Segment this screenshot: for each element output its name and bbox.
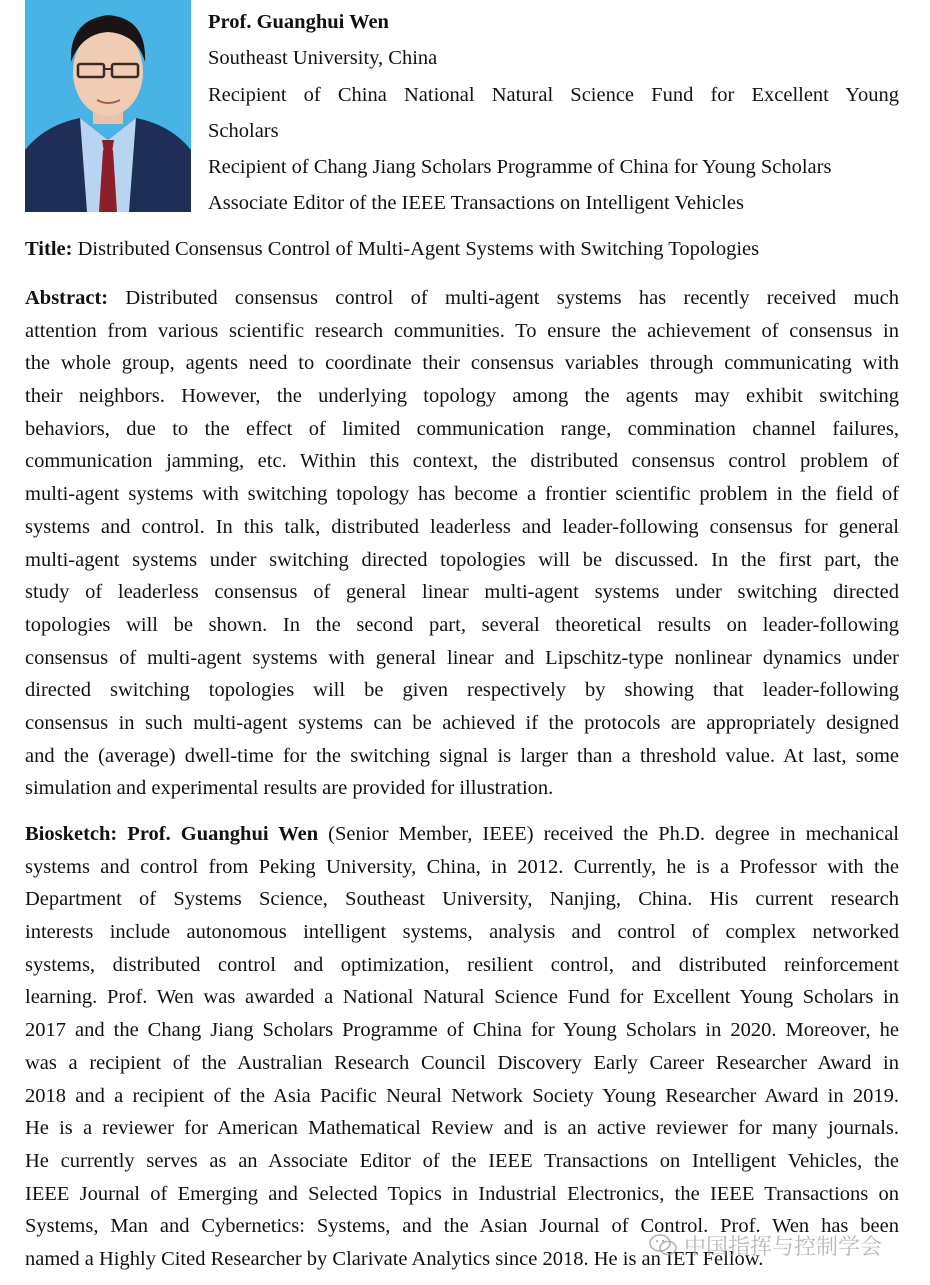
speaker-affiliation: Southeast University, China bbox=[208, 47, 438, 70]
bio-line: Systems, Man and Cybernetics: Systems, and the Asian Journal of Control. Prof. Wen has been bbox=[25, 1215, 899, 1238]
abstract-line: multi-agent systems under switching directed topologies will be discussed. In the first part, the bbox=[25, 548, 899, 571]
biosketch-section bbox=[25, 818, 899, 1276]
bio-line: He is a reviewer for American Mathematical Review and is an active reviewer for many journals. bbox=[25, 1117, 899, 1140]
bio-name: Prof. Guanghui Wen bbox=[117, 823, 319, 845]
bio-line bbox=[25, 818, 899, 851]
bio-line: systems and control from Peking University, China, in 2012. Currently, he is a Professor with the bbox=[25, 855, 899, 878]
abstract-line: study of leaderless consensus of general linear multi-agent systems under switching directed bbox=[25, 581, 899, 604]
honor-line: Recipient of Chang Jiang Scholars Programme of China for Young Scholars bbox=[208, 156, 832, 179]
abstract-line: consensus in such multi-agent systems can be achieved if the protocols are appropriately designed bbox=[25, 711, 899, 734]
bio-line: 2017 and the Chang Jiang Scholars Programme of China for Young Scholars in 2020. Moreover, he bbox=[25, 1019, 899, 1042]
abstract-line: the whole group, agents need to coordinate their consensus variables through communicating with bbox=[25, 352, 899, 375]
bio-line: interests include autonomous intelligent systems, analysis and control of complex networked bbox=[25, 921, 899, 944]
abstract-line: their neighbors. However, the underlying topology among the agents may exhibit switching bbox=[25, 385, 899, 408]
abstract-line: behaviors, due to the effect of limited communication range, commination channel failures, bbox=[25, 417, 899, 440]
abstract-line: and the (average) dwell-time for the switching signal is larger than a threshold value. At last, some bbox=[25, 744, 899, 767]
abstract-line: attention from various scientific research communities. To ensure the achievement of consensus in bbox=[25, 319, 899, 342]
bio-line: named a Highly Cited Researcher by Clarivate Analytics since 2018. He is an IET Fellow. bbox=[25, 1247, 764, 1270]
talk-title-section bbox=[25, 233, 899, 266]
abstract-line: topologies will be shown. In the second part, several theoretical results on leader-following bbox=[25, 613, 899, 636]
abstract-section bbox=[25, 282, 899, 805]
bio-line: IEEE Journal of Emerging and Selected Topics in Industrial Electronics, the IEEE Transactions on bbox=[25, 1182, 899, 1205]
talk-title-line bbox=[25, 233, 899, 266]
title-label: Title: bbox=[25, 238, 73, 260]
bio-text: (Senior Member, IEEE) received the Ph.D. degree in mechanical bbox=[318, 823, 900, 845]
speaker-name: Prof. Guanghui Wen bbox=[208, 11, 389, 33]
bio-line: He currently serves as an Associate Editor of the IEEE Transactions on Intelligent Vehicles, the bbox=[25, 1149, 899, 1172]
portrait-photo bbox=[25, 0, 191, 212]
abstract-text: Distributed consensus control of multi-agent systems has recently received much bbox=[108, 287, 899, 309]
bio-line: 2018 and a recipient of the Asia Pacific Neural Network Society Young Researcher Award in 2019. bbox=[25, 1084, 899, 1107]
profile-info bbox=[208, 4, 899, 222]
abstract-label: Abstract: bbox=[25, 287, 109, 309]
abstract-line: directed switching topologies will be given respectively by showing that leader-following bbox=[25, 679, 899, 702]
bio-line: systems, distributed control and optimization, resilient control, and distributed reinforcement bbox=[25, 953, 899, 976]
honor-line: Scholars bbox=[208, 119, 279, 142]
watermark-text: 中国指挥与控制学会 bbox=[684, 1234, 883, 1260]
bio-line: Department of Systems Science, Southeast University, Nanjing, China. His current research bbox=[25, 888, 899, 911]
abstract-line: simulation and experimental results are provided for illustration. bbox=[25, 777, 554, 800]
bio-line: learning. Prof. Wen was awarded a National Natural Science Fund for Excellent Young Scholars in bbox=[25, 986, 899, 1009]
profile-header bbox=[0, 0, 930, 220]
abstract-line: consensus of multi-agent systems with general linear and Lipschitz-type nonlinear dynamics under bbox=[25, 646, 899, 669]
portrait-image bbox=[25, 0, 191, 212]
abstract-line: multi-agent systems with switching topology has become a frontier scientific problem in the field of bbox=[25, 483, 899, 506]
abstract-line: communication jamming, etc. Within this context, the distributed consensus control problem of bbox=[25, 450, 899, 473]
bio-line: was a recipient of the Australian Research Council Discovery Early Career Researcher Award in bbox=[25, 1051, 899, 1074]
honor-line: Associate Editor of the IEEE Transactions on Intelligent Vehicles bbox=[208, 192, 744, 215]
biosketch-label: Biosketch: bbox=[25, 823, 118, 845]
honor-line: Recipient of China National Natural Science Fund for Excellent Young bbox=[208, 83, 899, 106]
abstract-line: systems and control. In this talk, distributed leaderless and leader-following consensus for general bbox=[25, 515, 899, 538]
abstract-line bbox=[25, 282, 899, 315]
talk-title: Distributed Consensus Control of Multi-Agent Systems with Switching Topologies bbox=[72, 238, 760, 260]
